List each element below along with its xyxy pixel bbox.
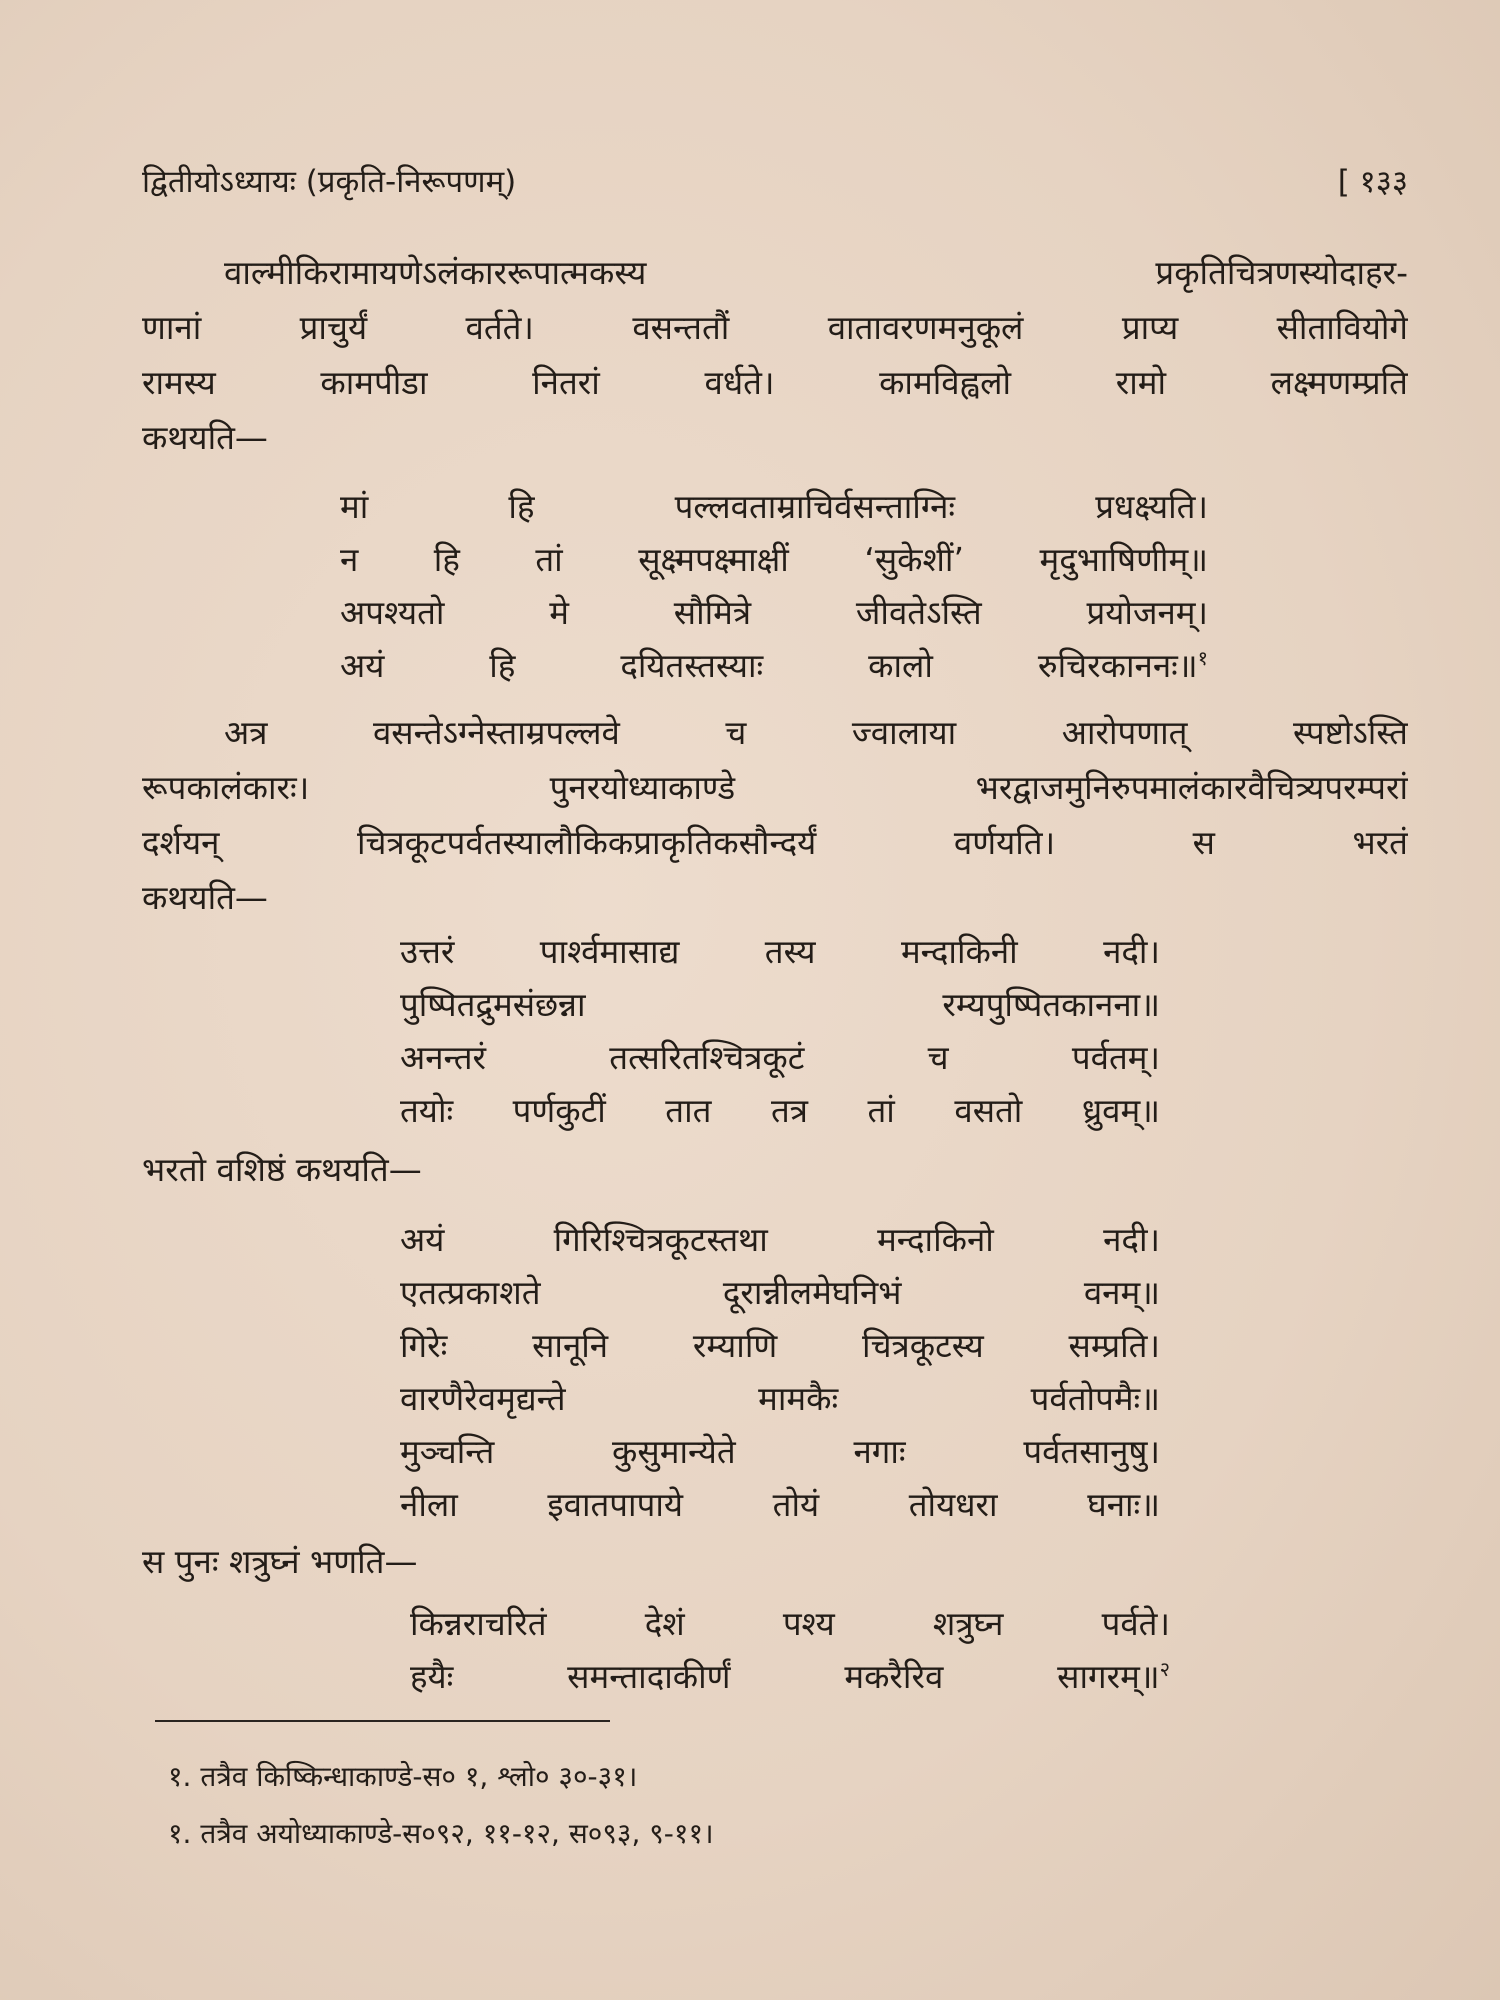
paragraph-line: दर्शयन् चित्रकूटपर्वतस्यालौकिकप्राकृतिकसौन्दर्यं वर्णयति। स भरतं <box>142 823 1408 862</box>
verse-line: वारणैरेवमृद्यन्ते मामकैः पर्वतोपमैः॥ <box>400 1379 1160 1418</box>
paragraph-line: अत्र वसन्तेऽग्नेस्ताम्रपल्लवे च ज्वालाया आरोपणात् स्पष्टोऽस्ति <box>224 713 1408 752</box>
verse-line: गिरेः सानूनि रम्याणि चित्रकूटस्य सम्प्रति। <box>400 1326 1160 1365</box>
verse-line: एतत्प्रकाशते दूरान्नीलमेघनिभं वनम्॥ <box>400 1273 1160 1312</box>
verse-line: पुष्पितद्रुमसंछन्ना रम्यपुष्पितकानना॥ <box>400 985 1160 1024</box>
paragraph-line: णानां प्राचुर्यं वर्तते। वसन्ततौं वातावरणमनुकूलं प्राप्य सीतावियोगे <box>142 308 1408 347</box>
verse-line: अयं हि दयितस्तस्याः कालो रुचिरकाननः॥ <box>340 646 1198 685</box>
verse-line: न हि तां सूक्ष्मपक्ष्माक्षीं ‘सुकेशीं’ मृदुभाषिणीम्॥ <box>340 540 1208 579</box>
verse-line: किन्नराचरितं देशं पश्य शत्रुघ्न पर्वते। <box>410 1604 1170 1643</box>
paragraph-line: रामस्य कामपीडा नितरां वर्धते। कामविह्वलो रामो लक्ष्मणम्प्रति <box>142 363 1408 402</box>
verse-line: मां हि पल्लवताम्राचिर्वसन्ताग्निः प्रधक्ष्यति। <box>340 487 1208 526</box>
verse-block-3 <box>400 1213 1160 1531</box>
verse-block-4 <box>410 1597 1170 1703</box>
verse-block-1 <box>340 480 1208 692</box>
speaker-intro-1: भरतो वशिष्ठं कथयति— <box>142 1150 422 1189</box>
footnote-1: १. तत्रैव किष्किन्धाकाण्डे-स० १, श्लो० ३०-३१। <box>168 1760 638 1793</box>
footnote-2: १. तत्रैव अयोध्याकाण्डे-स०९२, ११-१२, स०९३, ९-११। <box>168 1817 714 1850</box>
page-number: [ १३३ <box>1337 164 1408 200</box>
paragraph-1 <box>142 245 1408 465</box>
paragraph-line: कथयति— <box>142 418 268 457</box>
paragraph-2 <box>142 705 1408 925</box>
footnote-divider <box>155 1720 610 1722</box>
paragraph-line: वाल्मीकिरामायणेऽलंकाररूपात्मकस्य प्रकृतिचित्रणस्योदाहर- <box>224 253 1408 292</box>
verse-line: मुञ्चन्ति कुसुमान्येते नगाः पर्वतसानुषु। <box>400 1432 1160 1471</box>
footnote-marker: २ <box>1159 1657 1170 1681</box>
verse-line: उत्तरं पार्श्वमासाद्य तस्य मन्दाकिनी नदी। <box>400 932 1160 971</box>
verse-line: अयं गिरिश्चित्रकूटस्तथा मन्दाकिनो नदी। <box>400 1220 1160 1259</box>
running-title: द्वितीयोऽध्यायः (प्रकृति-निरूपणम्) <box>142 164 517 200</box>
verse-line: अनन्तरं तत्सरितश्चित्रकूटं च पर्वतम्। <box>400 1038 1160 1077</box>
verse-line: नीला इवातपापाये तोयं तोयधरा घनाः॥ <box>400 1485 1160 1524</box>
paragraph-line: कथयति— <box>142 878 268 917</box>
footnote-marker: १ <box>1197 646 1208 670</box>
paragraph-line: रूपकालंकारः। पुनरयोध्याकाण्डे भरद्वाजमुनिरुपमालंकारवैचित्र्यपरम्परां <box>142 768 1408 807</box>
verse-line: हयैः समन्तादाकीर्णं मकरैरिव सागरम्॥ <box>410 1657 1160 1696</box>
verse-line: तयोः पर्णकुटीं तात तत्र तां वसतो ध्रुवम्॥ <box>400 1091 1160 1130</box>
verse-block-2 <box>400 925 1160 1137</box>
speaker-intro-2: स पुनः शत्रुघ्नं भणति— <box>142 1542 418 1581</box>
verse-line: अपश्यतो मे सौमित्रे जीवतेऽस्ति प्रयोजनम्। <box>340 593 1208 632</box>
page-header <box>142 160 1408 210</box>
